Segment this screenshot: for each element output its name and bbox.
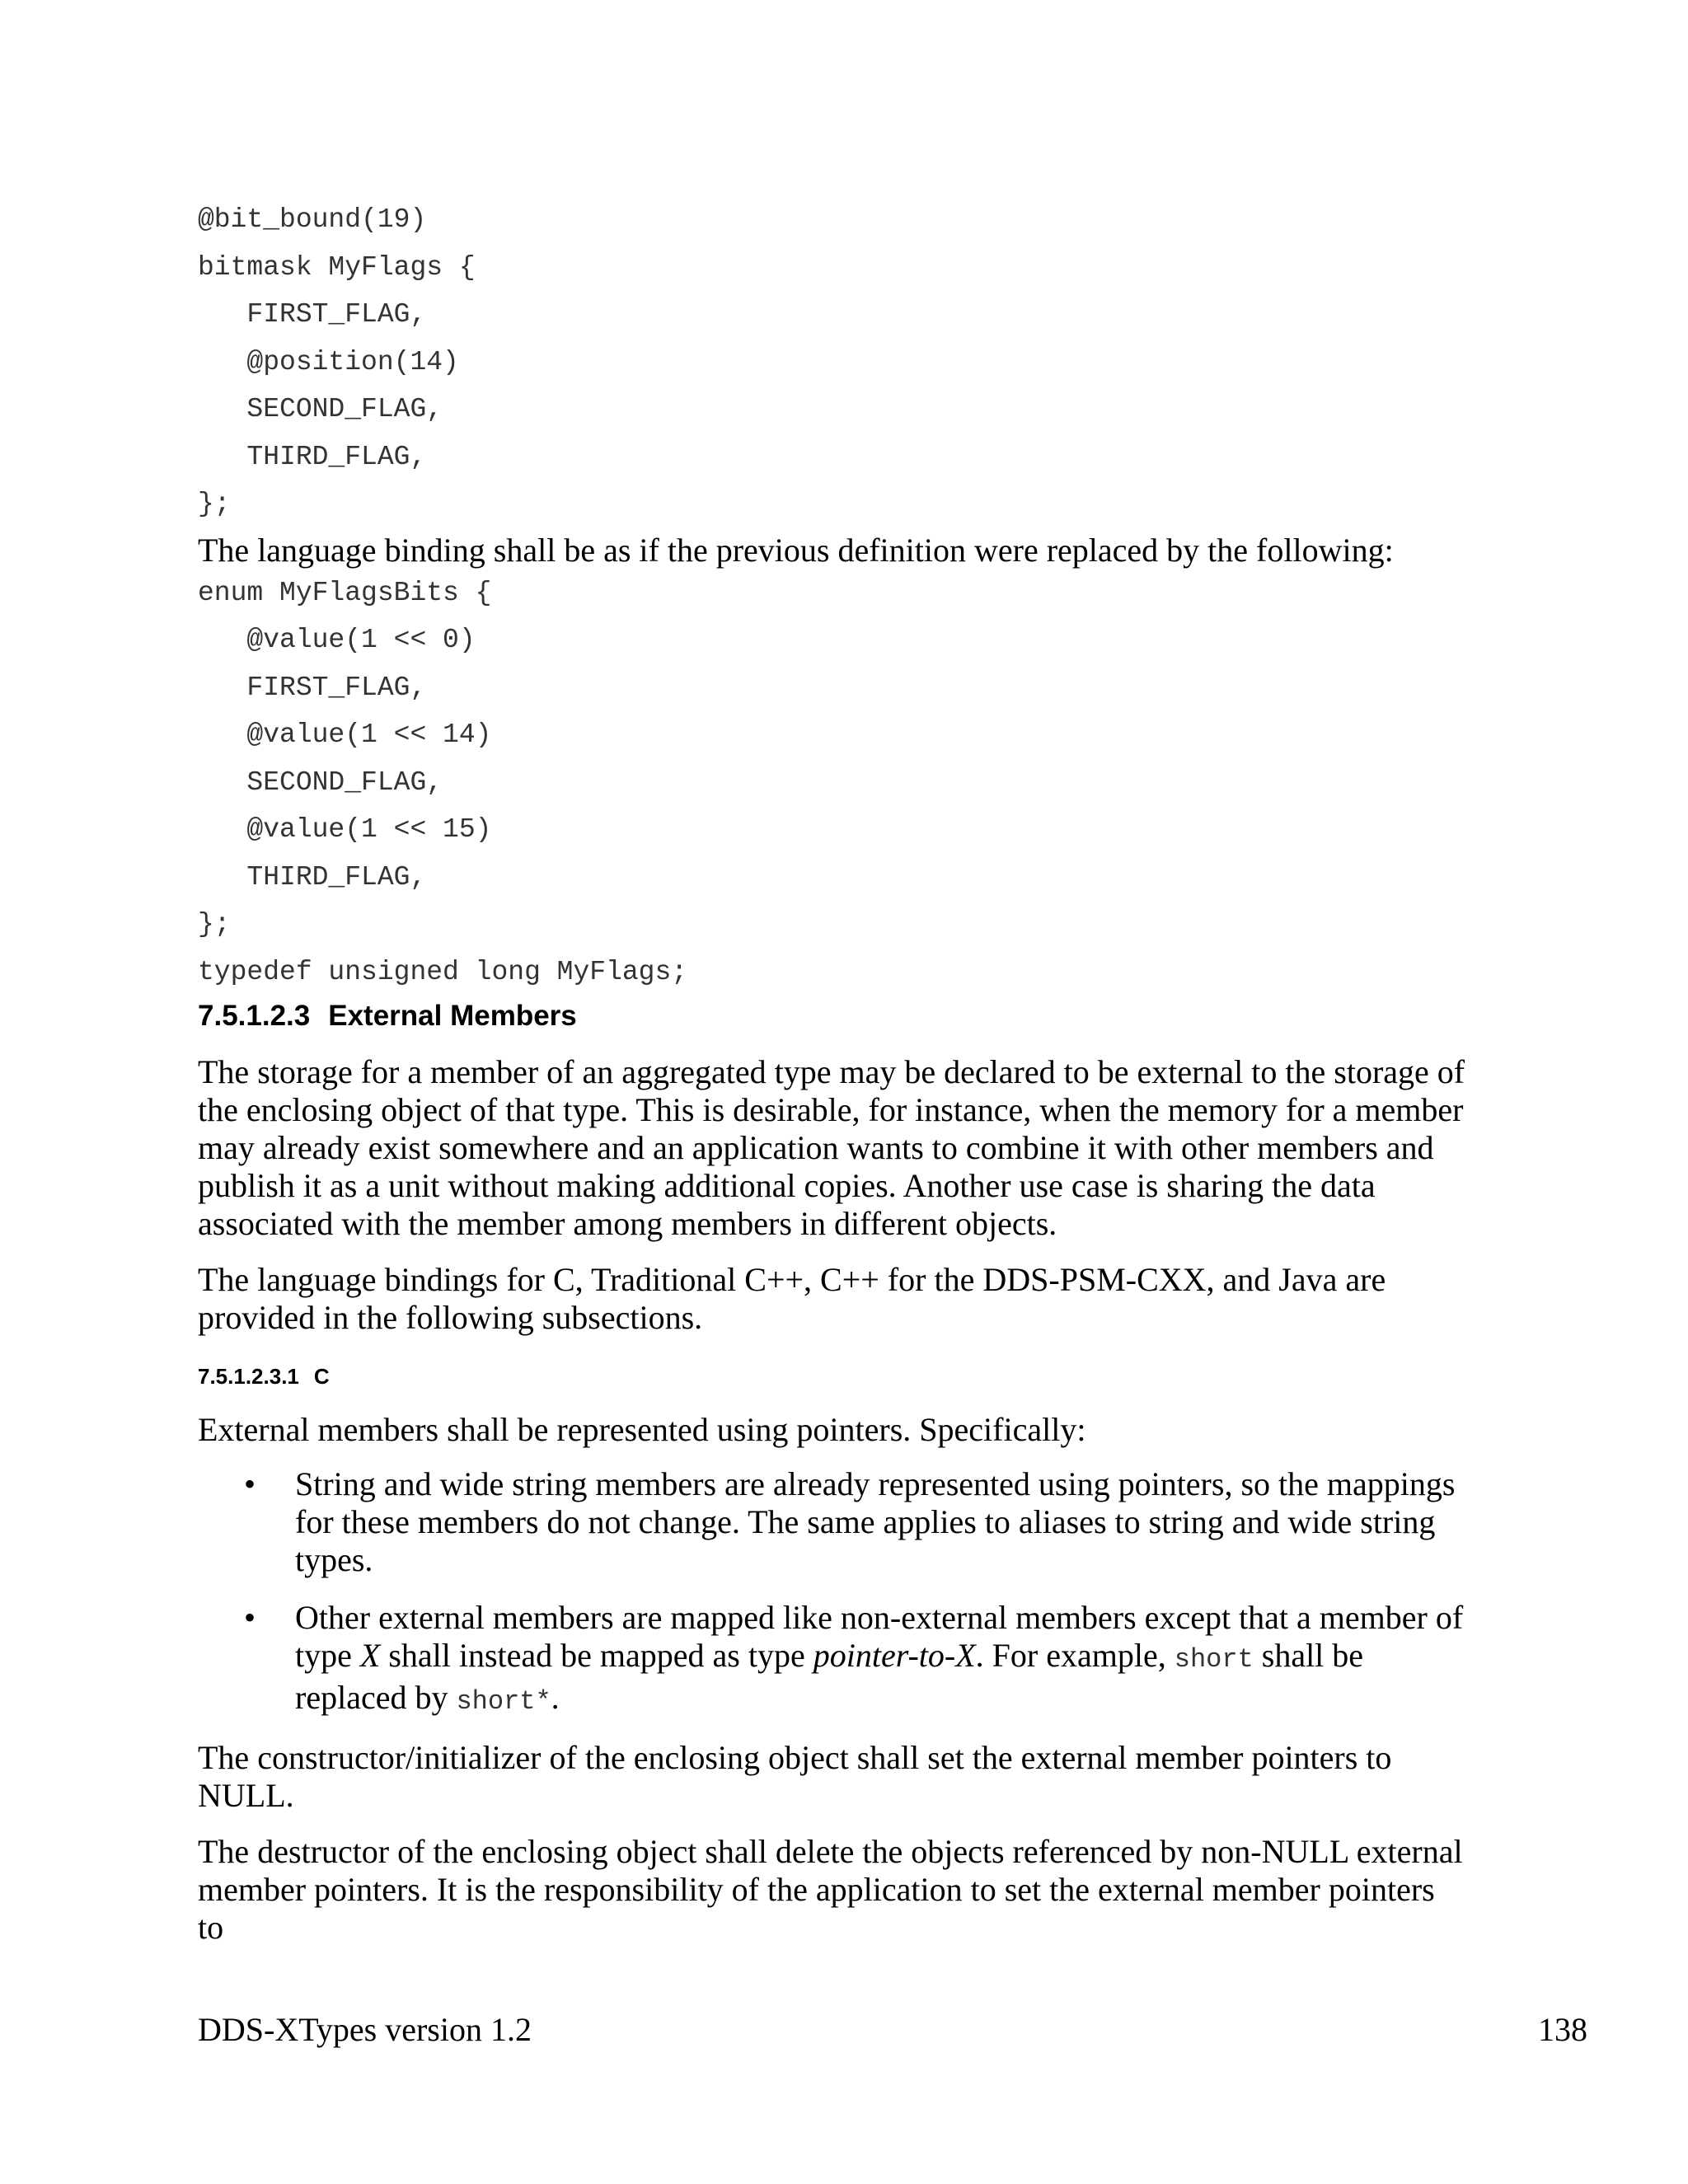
- section-title: External Members: [328, 1000, 577, 1032]
- inline-code-short-pointer: short*: [456, 1686, 551, 1717]
- code-line: FIRST_FLAG,: [198, 672, 427, 703]
- code-line: SECOND_FLAG,: [198, 394, 443, 424]
- code-line: enum MyFlagsBits {: [198, 577, 492, 608]
- bullet-text: shall instead be mapped as type: [380, 1637, 814, 1674]
- bullet-text: . For example,: [975, 1637, 1175, 1674]
- paragraph-binding: The language binding shall be as if the previous definition were replaced by the following:: [198, 531, 1394, 569]
- code-line: THIRD_FLAG,: [198, 861, 427, 893]
- code-line: SECOND_FLAG,: [198, 766, 443, 798]
- list-item: [198, 1599, 1467, 1721]
- page-content: [198, 196, 1467, 1947]
- subsection-title: C: [313, 1364, 330, 1389]
- footer-doc-title: DDS-XTypes version 1.2: [198, 2011, 532, 2048]
- code-line: @value(1 << 14): [198, 719, 492, 750]
- bullet-text: .: [551, 1679, 560, 1716]
- section-number: 7.5.1.2.3: [198, 1000, 311, 1032]
- paragraph-pointers-intro: External members shall be represented using pointers. Specifically:: [198, 1411, 1086, 1448]
- code-line: };: [198, 909, 231, 940]
- code-line: @position(14): [198, 346, 459, 377]
- bullet-text: String and wide string members are already represented using pointers, so the mappings for these members do not change. The same applies to aliases to string and wide string types.: [295, 1465, 1456, 1578]
- subsection-heading: [198, 1360, 1467, 1393]
- code-line: FIRST_FLAG,: [198, 299, 427, 330]
- section-heading: [198, 997, 1467, 1035]
- bullet-icon: •: [244, 1465, 256, 1502]
- code-line: typedef unsigned long MyFlags;: [198, 956, 688, 987]
- code-line: @value(1 << 0): [198, 625, 476, 655]
- code-line: };: [198, 489, 231, 519]
- subsection-number: 7.5.1.2.3.1: [198, 1364, 299, 1389]
- bullet-text: Other external members are mapped like non-external members except that a member of type: [295, 1599, 1464, 1674]
- paragraph-constructor: The constructor/initializer of the enclosing object shall set the external member pointers to NULL.: [198, 1739, 1392, 1814]
- paragraph-destructor: The destructor of the enclosing object shall delete the objects referenced by non-NULL external member pointers. It is the responsibility of the application to set the external member pointers to: [198, 1833, 1463, 1946]
- paragraph-external-storage: The storage for a member of an aggregated type may be declared to be external to the storage of the enclosing object of that type. This is desirable, for instance, when the memory for a member may already exist somewhere and an application wants to combine it with other members and publish it as a unit without making additional copies. Another use case is sharing the data associated with the member among members in different objects.: [198, 1053, 1465, 1242]
- bullet-icon: •: [244, 1599, 256, 1636]
- paragraph-language-bindings: The language bindings for C, Traditional C++, C++ for the DDS-PSM-CXX, and Java are provided in the following subsections.: [198, 1261, 1386, 1336]
- code-block-enum: [198, 569, 1467, 996]
- code-line: @value(1 << 15): [198, 814, 492, 845]
- bullet-list: [198, 1465, 1467, 1721]
- code-line: @bit_bound(19): [198, 204, 427, 235]
- code-line: THIRD_FLAG,: [198, 441, 427, 472]
- emphasis-pointer-to-x: pointer-to-X: [813, 1637, 976, 1674]
- list-item: [198, 1465, 1467, 1579]
- code-block-bitmask: [198, 196, 1467, 528]
- emphasis-x: X: [359, 1637, 381, 1674]
- inline-code-short: short: [1174, 1644, 1254, 1675]
- bullet-text: shall be replaced by: [295, 1637, 1364, 1716]
- code-line: bitmask MyFlags {: [198, 251, 476, 283]
- footer-page-number: 138: [1538, 2011, 1587, 2048]
